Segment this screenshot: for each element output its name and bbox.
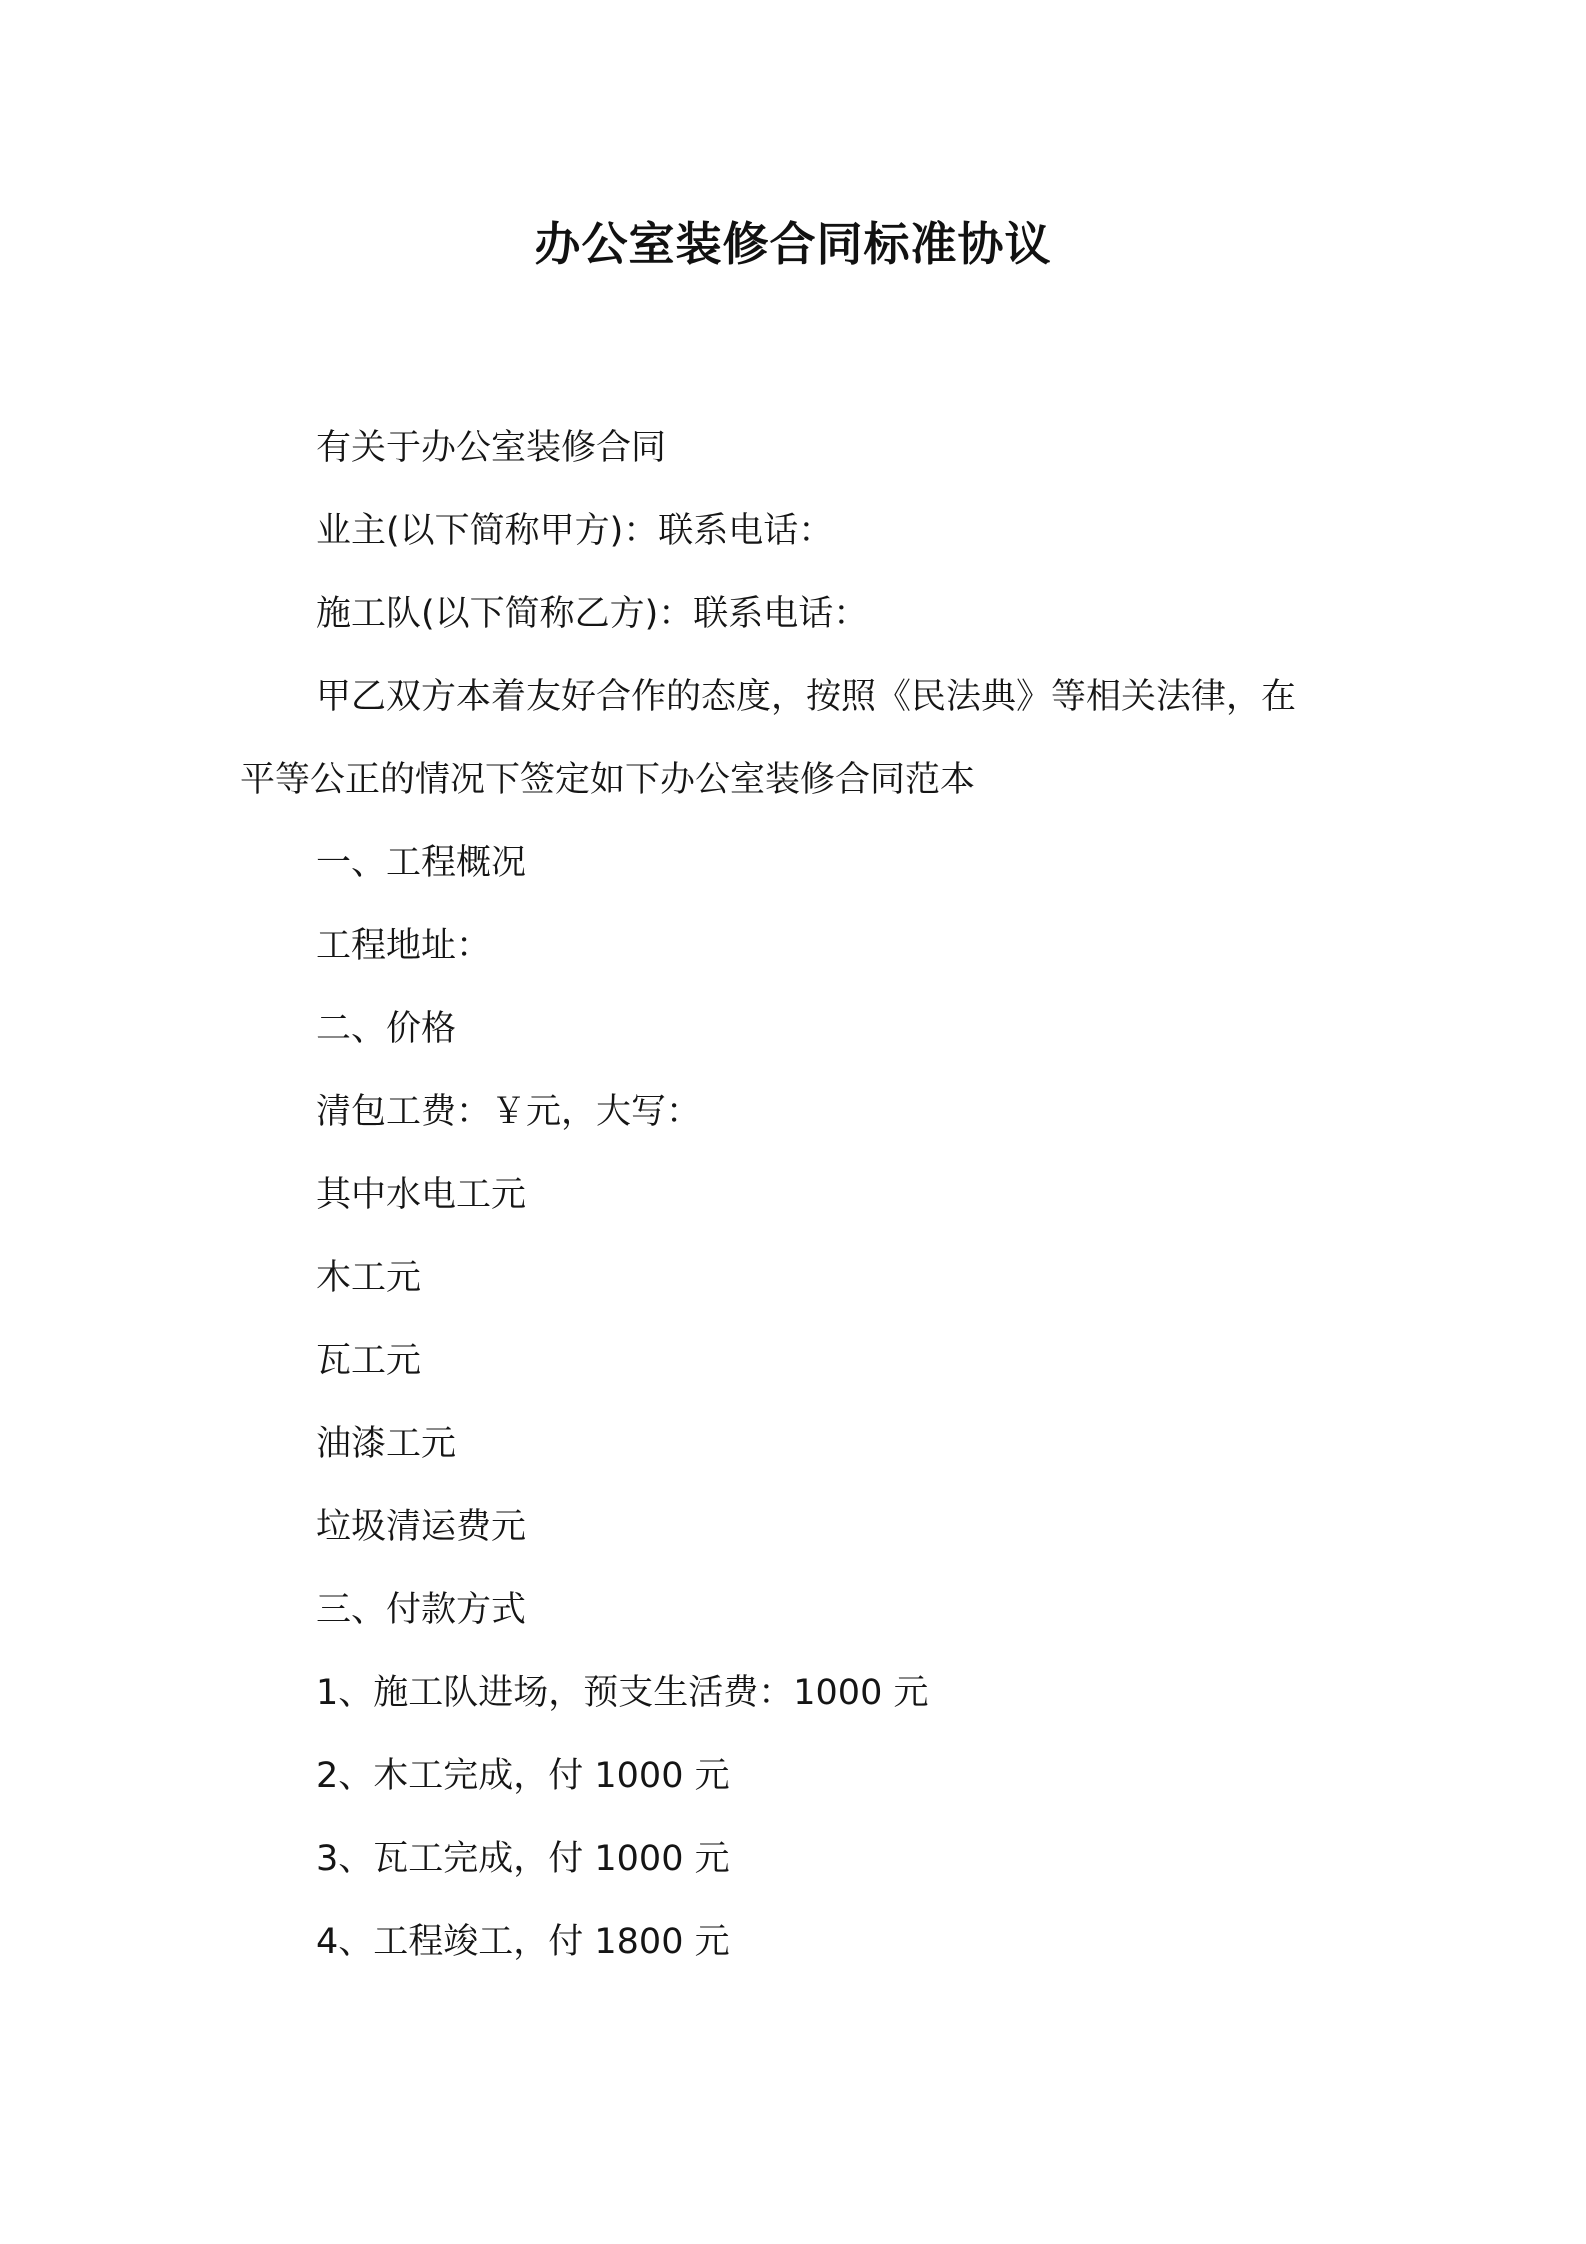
paragraph-waste-removal: 垃圾清运费元	[316, 1507, 527, 1547]
document-body	[240, 407, 1360, 1984]
paragraph-labor-fee: 清包工费：￥元，大写：	[316, 1092, 702, 1132]
paragraph-tiling: 瓦工元	[316, 1341, 422, 1381]
paragraph-project-address: 工程地址：	[316, 926, 492, 966]
payment-item-2: 2、木工完成，付 1000 元	[316, 1756, 730, 1796]
paragraph-party-b: 施工队(以下简称乙方)：联系电话：	[316, 594, 869, 634]
payment-item-3: 3、瓦工完成，付 1000 元	[316, 1839, 730, 1879]
section-heading-payment: 三、付款方式	[316, 1590, 527, 1630]
payment-item-4: 4、工程竣工，付 1800 元	[316, 1922, 730, 1962]
paragraph-party-a: 业主(以下简称甲方)：联系电话：	[316, 511, 834, 551]
paragraph-plumbing-electrical: 其中水电工元	[316, 1175, 527, 1215]
section-heading-price: 二、价格	[316, 1009, 457, 1049]
paragraph-preamble-line-2: 平等公正的情况下签定如下办公室装修合同范本	[240, 760, 976, 800]
paragraph-preamble-line-1: 甲乙双方本着友好合作的态度，按照《民法典》等相关法律，在	[316, 677, 1297, 717]
payment-item-1: 1、施工队进场，预支生活费：1000 元	[316, 1673, 929, 1713]
paragraph-carpentry: 木工元	[316, 1258, 422, 1298]
document-title: 办公室装修合同标准协议	[534, 217, 1052, 271]
section-heading-overview: 一、工程概况	[316, 843, 527, 883]
paragraph-intro: 有关于办公室装修合同	[316, 428, 667, 468]
paragraph-painting: 油漆工元	[316, 1424, 457, 1464]
